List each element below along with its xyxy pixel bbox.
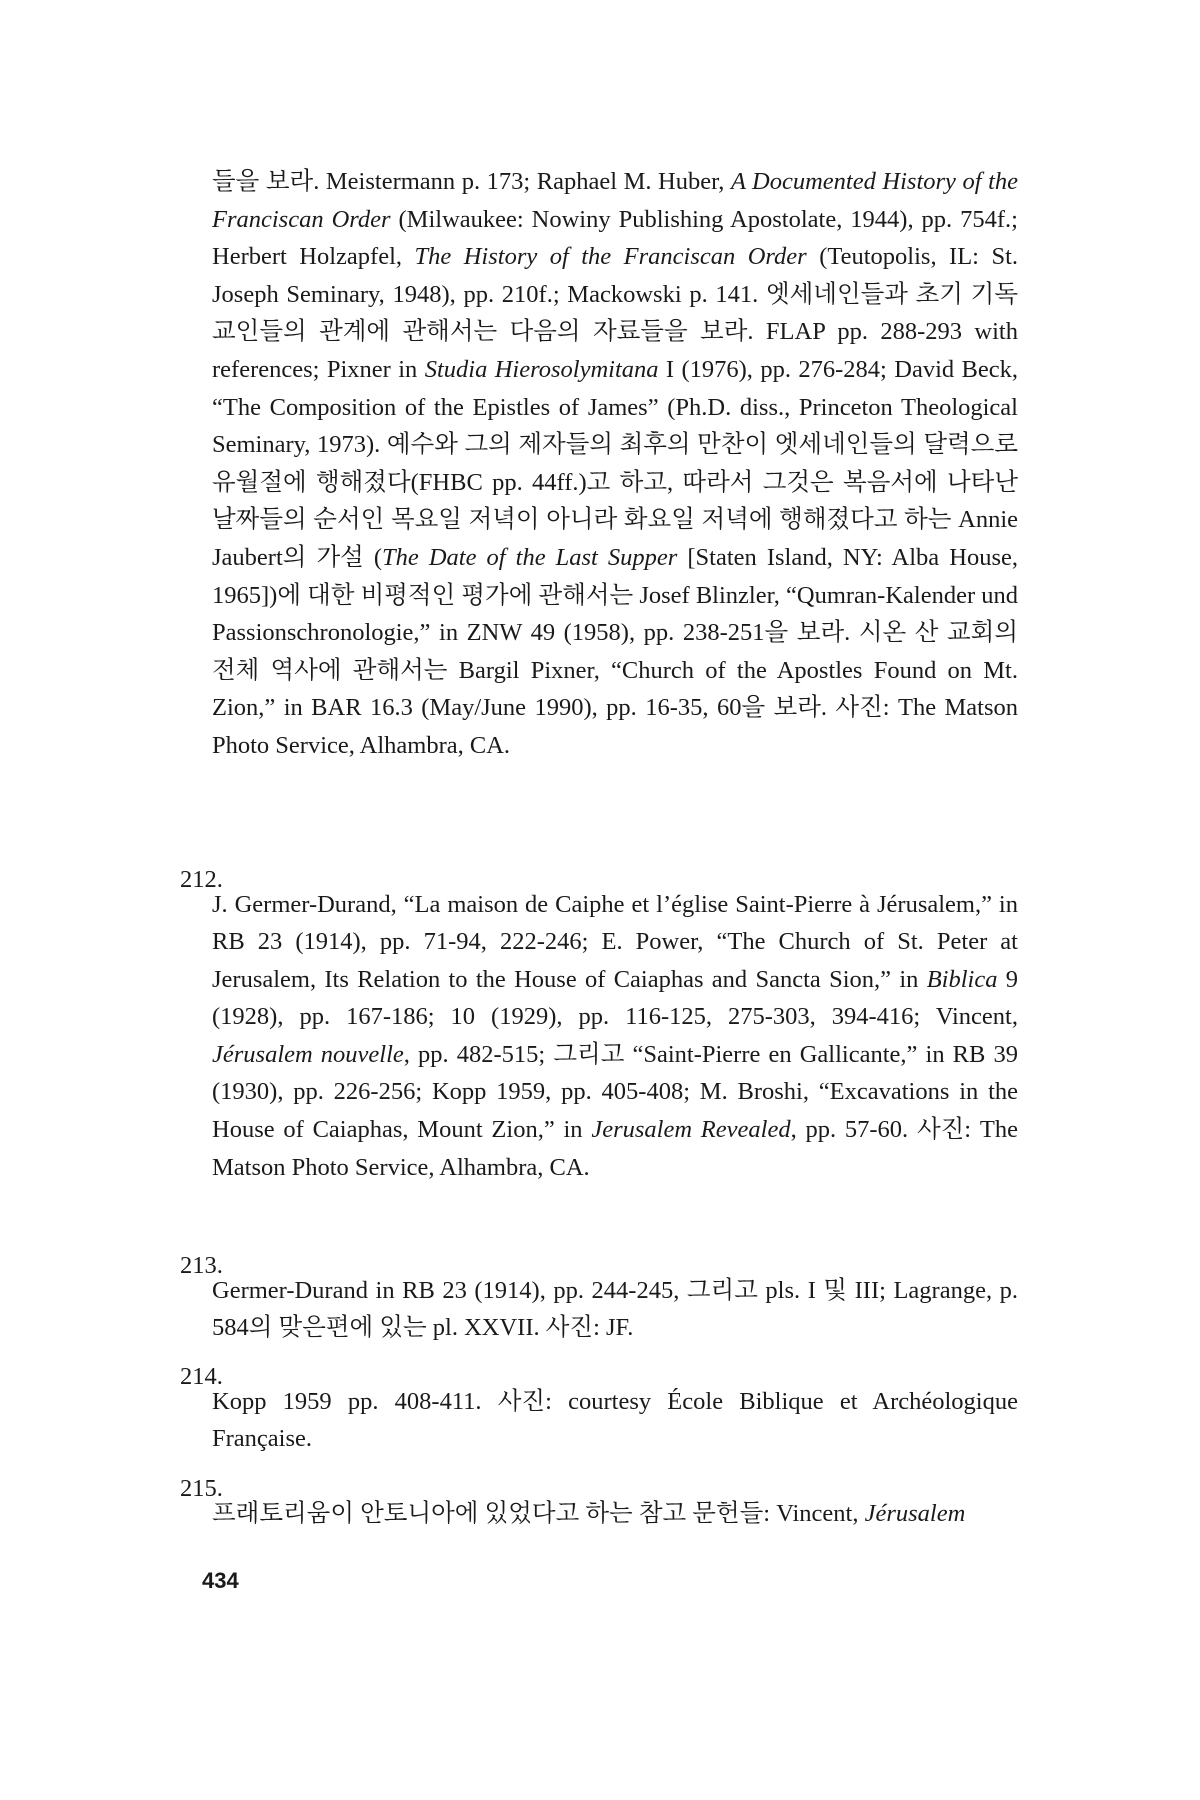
text-run: , pp. 482-515; 그리고 “Saint-Pierre en Gallicante,” in RB 39 (1930), pp. 226-256; Kopp 1959, pp. 405-408; M. Broshi, “Excavations in the House of Caiaphas, Mount Zion,” in (212, 1040, 1018, 1144)
text-run: (Milwaukee: Nowiny Publishing Apostolate, 1944), pp. 754f.; Herbert Holzapfel, (212, 205, 1018, 271)
note-text: Germer-Durand in RB 23 (1914), pp. 244-245, 그리고 pls. I 및 III; Lagrange, p. 584의 맞은편에 있는 pl. XXVII. 사진: JF. (212, 1276, 1018, 1342)
book-title: A Documented History of the Franciscan Order (212, 168, 1019, 233)
continuation-paragraph (212, 163, 1018, 765)
note-number: 213. (180, 1252, 223, 1279)
note-213 (180, 1247, 1018, 1371)
text-run: (Teutopolis, IL: St. Joseph Seminary, 1948), pp. 210f.; Mackowski p. 141. 엣세네인들과 초기 기독교인들의 관계에 관해서는 다음의 자료들을 보라. FLAP pp. 288-293 with references; Pixner in (212, 243, 1019, 383)
page-number: 434 (202, 1568, 239, 1593)
book-title: The History of the Franciscan Order (414, 243, 807, 271)
text-run: 프래토리움이 안토니아에 있었다고 하는 참고 문헌들: Vincent, (212, 1499, 865, 1527)
note-211-continuation (212, 163, 1018, 765)
journal-title: Studia Hierosolymitana (424, 355, 659, 383)
note-215 (180, 1470, 1018, 1557)
text-run: J. Germer-Durand, “La maison de Caiphe et l’église Saint-Pierre à Jérusalem,” in RB 23 (1914), pp. 71-94, 222-246; E. Power, “The Church of St. Peter at Jerusalem, Its Relation to the House of Caiaphas and Sancta Sion,” in (212, 890, 1018, 993)
text-run: , pp. 57-60. 사진: The Matson Photo Service, Alhambra, CA. (212, 1116, 1018, 1181)
note-214 (180, 1358, 1018, 1482)
text-run: I (1976), pp. 276-284; David Beck, “The Composition of the Epistles of James” (Ph.D. diss., Princeton Theological Seminary, 1973). 예수와 그의 제자들의 최후의 만찬이 엣세네인들의 달력으로 유월절에 행해졌다(FHBC pp. 44ff.)고 하고, 따라서 그것은 복음서에 나타난 날짜들의 순서인 목요일 저녁이 아니라 화요일 저녁에 행해졌다고 하는 Annie Jaubert의 가설 ( (212, 355, 1018, 571)
note-number: 214. (180, 1363, 223, 1390)
note-212 (180, 861, 1019, 1211)
text-run: 9 (1928), pp. 167-186; 10 (1929), pp. 116-125, 275-303, 394-416; Vincent, (212, 965, 1019, 1031)
note-number: 212. (180, 866, 223, 893)
note-text: Kopp 1959 pp. 408-411. 사진: courtesy École Biblique et Archéologique Française. (212, 1387, 1018, 1453)
text-run: 들을 보라. Meistermann p. 173; Raphael M. Huber, (212, 168, 731, 195)
text-run: [Staten Island, NY: Alba House, 1965])에 대한 비평적인 평가에 관해서는 Josef Blinzler, “Qumran-Kalender und Passionschronologie,” in ZNW 49 (1958), pp. 238-251을 보라. 시온 산 교회의 전체 역사에 관해서는 Bargil Pixner, “Church of the Apostles Found on Mt. Zion,” in BAR 16.3 (May/June 1990), pp. 16-35, 60을 보라. 사진: The Matson Photo Service, Alhambra, CA. (212, 543, 1018, 759)
book-title: The Date of the Last Supper (382, 543, 678, 571)
note-text (212, 886, 1018, 1187)
book-title: Jérusalem (864, 1499, 966, 1527)
note-text (212, 1495, 1018, 1533)
note-number: 215. (180, 1475, 223, 1502)
journal-title: Biblica (926, 965, 998, 993)
book-title: Jerusalem Revealed (591, 1116, 791, 1144)
book-title: Jérusalem nouvelle (212, 1040, 404, 1068)
